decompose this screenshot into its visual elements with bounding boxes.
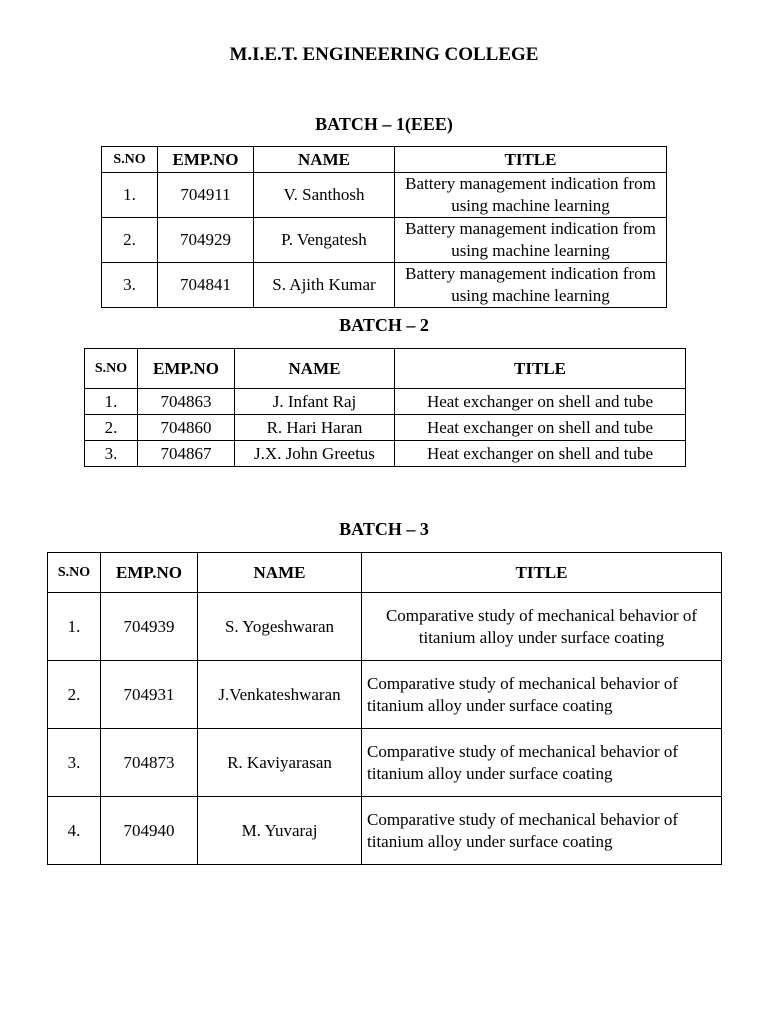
table-header-row: [102, 147, 667, 173]
cell-title: Heat exchanger on shell and tube: [395, 441, 686, 467]
header-title: TITLE: [395, 147, 667, 173]
cell-title: Heat exchanger on shell and tube: [395, 389, 686, 415]
cell-empno: 704841: [158, 263, 254, 308]
cell-sno: 1.: [48, 593, 101, 661]
cell-sno: 1.: [102, 173, 158, 218]
cell-title: Battery management indication from using machine learning: [395, 218, 667, 263]
cell-name: R. Hari Haran: [235, 415, 395, 441]
cell-empno: 704939: [101, 593, 198, 661]
batch-1-title: BATCH – 1(EEE): [315, 114, 453, 134]
cell-name: M. Yuvaraj: [198, 797, 362, 865]
table-row: [48, 593, 722, 661]
header-empno: EMP.NO: [101, 553, 198, 593]
cell-empno: 704929: [158, 218, 254, 263]
cell-empno: 704931: [101, 661, 198, 729]
header-sno: S.NO: [102, 147, 158, 173]
cell-empno: 704873: [101, 729, 198, 797]
cell-name: S. Yogeshwaran: [198, 593, 362, 661]
cell-title: Battery management indication from using machine learning: [395, 173, 667, 218]
header-name: NAME: [235, 349, 395, 389]
batch-1-table: [101, 146, 667, 308]
cell-name: J.Venkateshwaran: [198, 661, 362, 729]
header-empno: EMP.NO: [138, 349, 235, 389]
header-sno: S.NO: [85, 349, 138, 389]
header-name: NAME: [254, 147, 395, 173]
table-row: [85, 441, 686, 467]
batch-2-title: BATCH – 2: [339, 315, 429, 335]
cell-sno: 4.: [48, 797, 101, 865]
cell-title: Comparative study of mechanical behavior of titanium alloy under surface coating: [362, 593, 722, 661]
cell-sno: 3.: [102, 263, 158, 308]
cell-sno: 2.: [85, 415, 138, 441]
table-row: [102, 263, 667, 308]
cell-empno: 704940: [101, 797, 198, 865]
header-empno: EMP.NO: [158, 147, 254, 173]
batch-2-table: [84, 348, 686, 467]
table-header-row: [48, 553, 722, 593]
cell-sno: 3.: [85, 441, 138, 467]
cell-title: Heat exchanger on shell and tube: [395, 415, 686, 441]
table-row: [48, 661, 722, 729]
cell-empno: 704867: [138, 441, 235, 467]
table-row: [48, 729, 722, 797]
cell-name: J. Infant Raj: [235, 389, 395, 415]
header-sno: S.NO: [48, 553, 101, 593]
cell-name: J.X. John Greetus: [235, 441, 395, 467]
cell-sno: 3.: [48, 729, 101, 797]
cell-empno: 704863: [138, 389, 235, 415]
table-row: [85, 389, 686, 415]
batch-3-table: [47, 552, 722, 865]
cell-sno: 1.: [85, 389, 138, 415]
batch-3-title: BATCH – 3: [339, 519, 429, 539]
table-row: [85, 415, 686, 441]
cell-empno: 704860: [138, 415, 235, 441]
header-name: NAME: [198, 553, 362, 593]
table-row: [102, 173, 667, 218]
cell-title: Battery management indication from using machine learning: [395, 263, 667, 308]
cell-sno: 2.: [48, 661, 101, 729]
header-title: TITLE: [362, 553, 722, 593]
table-row: [48, 797, 722, 865]
cell-sno: 2.: [102, 218, 158, 263]
cell-name: R. Kaviyarasan: [198, 729, 362, 797]
cell-title: Comparative study of mechanical behavior of titanium alloy under surface coating: [362, 797, 722, 865]
cell-name: S. Ajith Kumar: [254, 263, 395, 308]
table-row: [102, 218, 667, 263]
college-title: M.I.E.T. ENGINEERING COLLEGE: [229, 44, 539, 65]
cell-title: Comparative study of mechanical behavior of titanium alloy under surface coating: [362, 661, 722, 729]
cell-name: V. Santhosh: [254, 173, 395, 218]
header-title: TITLE: [395, 349, 686, 389]
cell-empno: 704911: [158, 173, 254, 218]
cell-name: P. Vengatesh: [254, 218, 395, 263]
table-header-row: [85, 349, 686, 389]
cell-title: Comparative study of mechanical behavior of titanium alloy under surface coating: [362, 729, 722, 797]
